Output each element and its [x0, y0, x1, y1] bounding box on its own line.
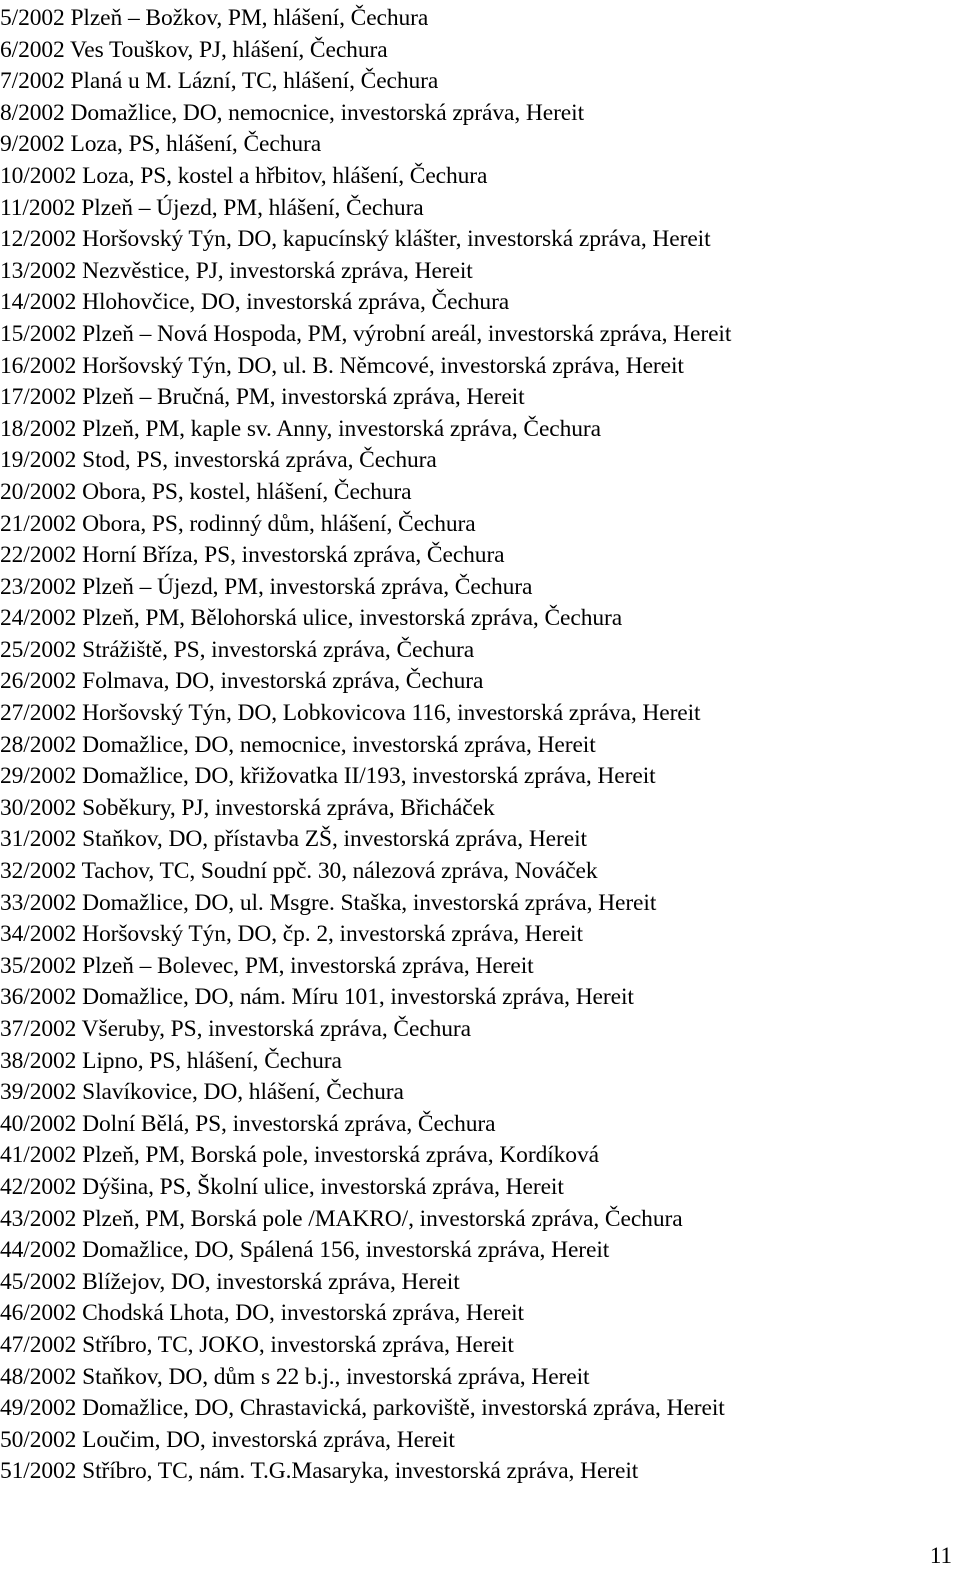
report-entry: 35/2002 Plzeň – Bolevec, PM, investorská zpráva, Hereit — [0, 952, 534, 979]
report-entry: 32/2002 Tachov, TC, Soudní ppč. 30, nálezová zpráva, Nováček — [0, 858, 598, 885]
report-entry: 6/2002 Ves Touškov, PJ, hlášení, Čechura — [0, 36, 388, 63]
report-entry: 24/2002 Plzeň, PM, Bělohorská ulice, investorská zpráva, Čechura — [0, 605, 623, 632]
report-entry: 22/2002 Horní Bříza, PS, investorská zpráva, Čechura — [0, 542, 505, 569]
report-entry: 43/2002 Plzeň, PM, Borská pole /MAKRO/, investorská zpráva, Čechura — [0, 1205, 683, 1232]
report-entry: 26/2002 Folmava, DO, investorská zpráva, Čechura — [0, 668, 484, 695]
report-entry: 13/2002 Nezvěstice, PJ, investorská zpráva, Hereit — [0, 257, 473, 284]
report-entry: 29/2002 Domažlice, DO, křižovatka II/193, investorská zpráva, Hereit — [0, 763, 656, 790]
report-entry: 12/2002 Horšovský Týn, DO, kapucínský klášter, investorská zpráva, Hereit — [0, 226, 711, 253]
report-list — [0, 3, 731, 1488]
report-entry: 27/2002 Horšovský Týn, DO, Lobkovicova 116, investorská zpráva, Hereit — [0, 700, 701, 727]
report-entry: 16/2002 Horšovský Týn, DO, ul. B. Němcové, investorská zpráva, Hereit — [0, 352, 684, 379]
report-entry: 37/2002 Všeruby, PS, investorská zpráva, Čechura — [0, 1016, 471, 1042]
report-entry: 51/2002 Stříbro, TC, nám. T.G.Masaryka, investorská zpráva, Hereit — [0, 1458, 639, 1485]
report-entry: 10/2002 Loza, PS, kostel a hřbitov, hlášení, Čechura — [0, 162, 488, 189]
report-entry: 8/2002 Domažlice, DO, nemocnice, investorská zpráva, Hereit — [0, 99, 584, 126]
report-entry: 30/2002 Soběkury, PJ, investorská zpráva, Břicháček — [0, 794, 495, 821]
report-entry: 23/2002 Plzeň – Újezd, PM, investorská zpráva, Čechura — [0, 573, 533, 600]
report-entry: 5/2002 Plzeň – Božkov, PM, hlášení, Čechura — [0, 5, 429, 31]
report-entry: 7/2002 Planá u M. Lázní, TC, hlášení, Čechura — [0, 68, 439, 95]
page-number: 11 — [929, 1543, 952, 1568]
report-entry: 11/2002 Plzeň – Újezd, PM, hlášení, Čechura — [0, 194, 424, 221]
report-entry: 45/2002 Blížejov, DO, investorská zpráva, Hereit — [0, 1268, 460, 1295]
report-entry: 34/2002 Horšovský Týn, DO, čp. 2, investorská zpráva, Hereit — [0, 921, 583, 948]
report-entry: 25/2002 Strážiště, PS, investorská zpráva, Čechura — [0, 636, 475, 663]
report-entry: 20/2002 Obora, PS, kostel, hlášení, Čechura — [0, 478, 412, 505]
report-entry: 21/2002 Obora, PS, rodinný dům, hlášení, Čechura — [0, 510, 476, 537]
report-entry: 33/2002 Domažlice, DO, ul. Msgre. Staška, investorská zpráva, Hereit — [0, 889, 657, 916]
report-entry: 19/2002 Stod, PS, investorská zpráva, Čechura — [0, 447, 437, 474]
report-entry: 47/2002 Stříbro, TC, JOKO, investorská zpráva, Hereit — [0, 1331, 514, 1358]
report-entry: 36/2002 Domažlice, DO, nám. Míru 101, investorská zpráva, Hereit — [0, 984, 634, 1011]
report-entry: 42/2002 Dýšina, PS, Školní ulice, investorská zpráva, Hereit — [0, 1173, 564, 1200]
report-entry: 49/2002 Domažlice, DO, Chrastavická, parkoviště, investorská zpráva, Hereit — [0, 1395, 725, 1422]
report-entry: 46/2002 Chodská Lhota, DO, investorská zpráva, Hereit — [0, 1300, 524, 1327]
report-entry: 41/2002 Plzeň, PM, Borská pole, investorská zpráva, Kordíková — [0, 1142, 599, 1169]
report-entry: 17/2002 Plzeň – Bručná, PM, investorská zpráva, Hereit — [0, 384, 525, 411]
report-entry: 15/2002 Plzeň – Nová Hospoda, PM, výrobní areál, investorská zpráva, Hereit — [0, 320, 732, 347]
report-entry: 48/2002 Staňkov, DO, dům s 22 b.j., investorská zpráva, Hereit — [0, 1363, 590, 1390]
report-entry: 44/2002 Domažlice, DO, Spálená 156, investorská zpráva, Hereit — [0, 1237, 610, 1264]
report-entry: 14/2002 Hlohovčice, DO, investorská zpráva, Čechura — [0, 289, 510, 316]
report-entry: 38/2002 Lipno, PS, hlášení, Čechura — [0, 1047, 342, 1074]
report-entry: 28/2002 Domažlice, DO, nemocnice, investorská zpráva, Hereit — [0, 731, 596, 758]
report-entry: 9/2002 Loza, PS, hlášení, Čechura — [0, 131, 322, 158]
report-entry: 18/2002 Plzeň, PM, kaple sv. Anny, investorská zpráva, Čechura — [0, 415, 601, 442]
report-entry: 31/2002 Staňkov, DO, přístavba ZŠ, investorská zpráva, Hereit — [0, 826, 587, 853]
report-entry: 39/2002 Slavíkovice, DO, hlášení, Čechura — [0, 1079, 404, 1106]
report-entry: 50/2002 Loučim, DO, investorská zpráva, Hereit — [0, 1426, 455, 1453]
report-entry: 40/2002 Dolní Bělá, PS, investorská zpráva, Čechura — [0, 1110, 496, 1137]
